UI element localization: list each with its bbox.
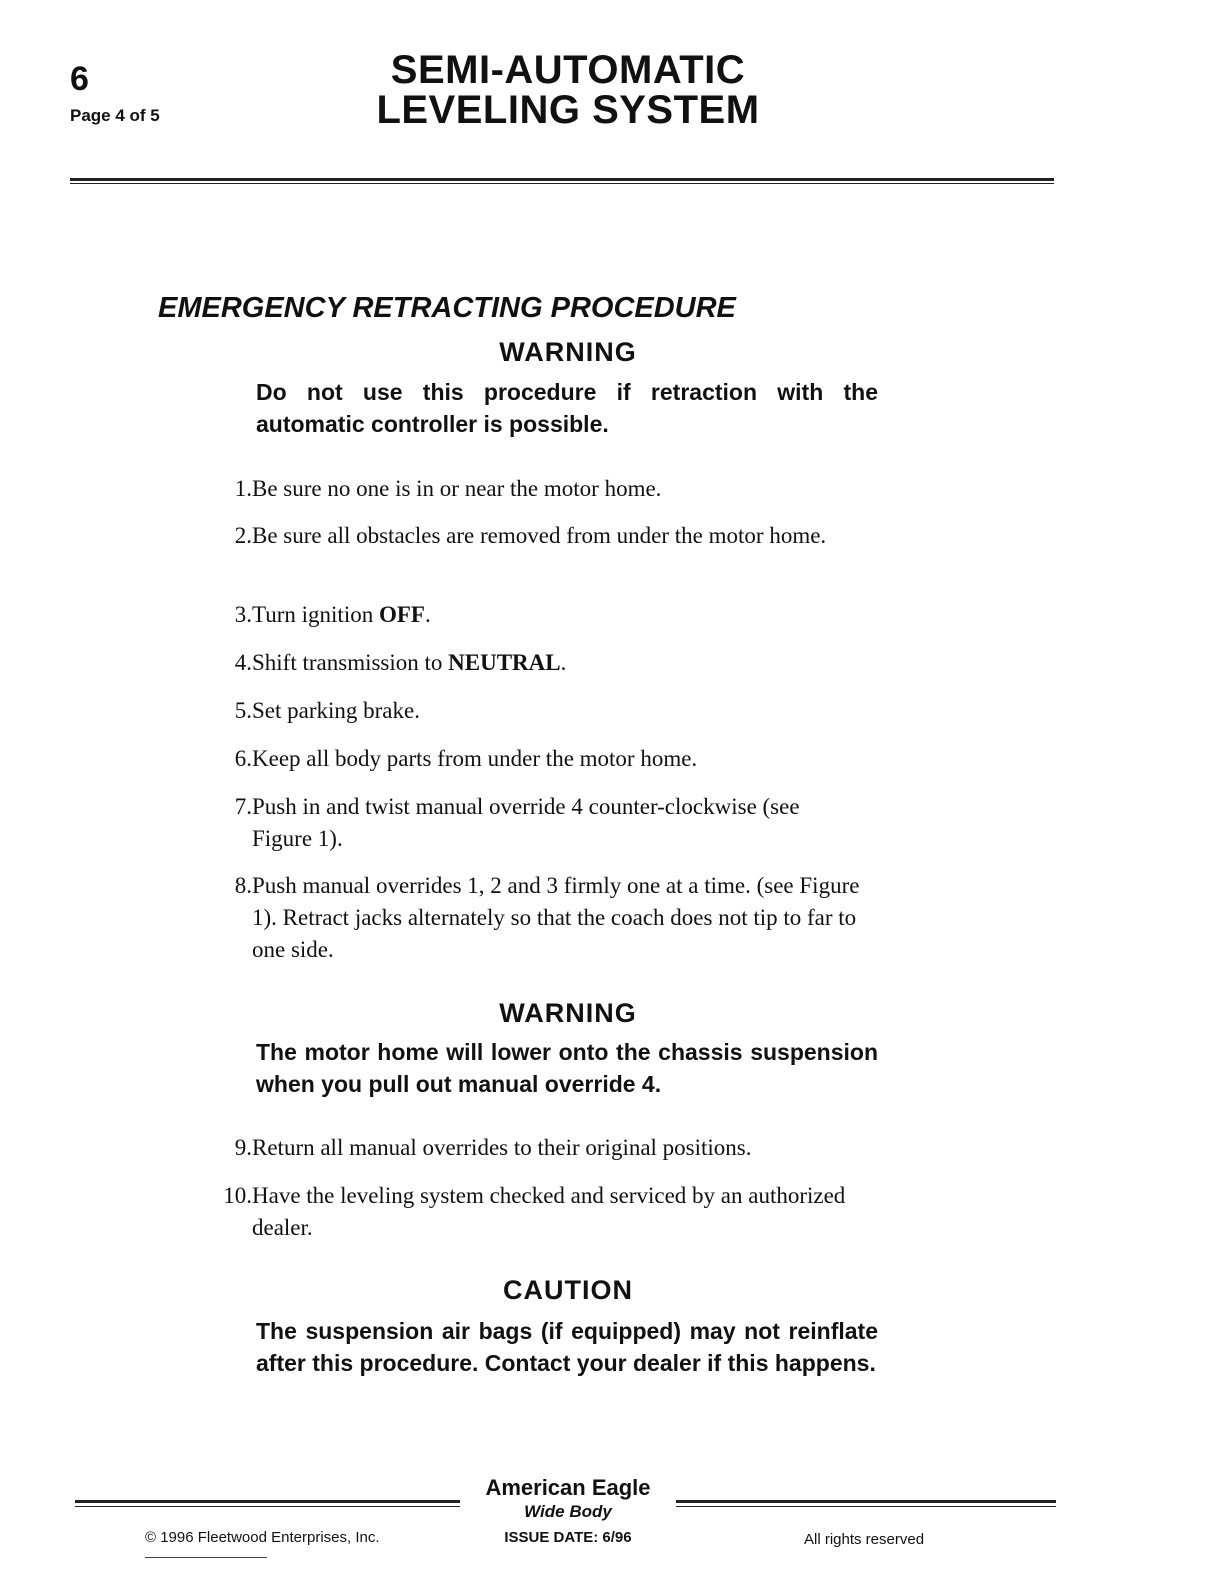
caution-title: CAUTION <box>503 1275 633 1305</box>
step-emphasis: NEUTRAL <box>448 650 561 675</box>
warning-title: WARNING <box>499 337 637 367</box>
procedure-step <box>210 870 890 962</box>
step-text: Set parking brake. <box>252 698 420 723</box>
step-number: 8. <box>234 873 252 898</box>
section-heading: EMERGENCY RETRACTING PROCEDURE <box>158 292 736 324</box>
procedure-step <box>210 743 890 775</box>
step-text <box>252 647 882 679</box>
procedure-step <box>210 520 890 552</box>
page-indicator: Page 4 of 5 <box>70 106 160 125</box>
step-text-part: . <box>424 602 431 627</box>
footer-model-subtitle: Wide Body <box>524 1502 612 1521</box>
step-number: 3. <box>234 602 252 627</box>
footer-copyright: © 1996 Fleetwood Enterprises, Inc. <box>145 1529 380 1546</box>
step-number: 2. <box>234 523 252 548</box>
step-number: 9. <box>234 1135 252 1160</box>
step-number: 5. <box>234 698 252 723</box>
step-text: Keep all body parts from under the motor home. <box>252 746 698 771</box>
procedure-step <box>210 695 890 727</box>
warning-text: Do not use this procedure if retraction with the automatic controller is possible. <box>256 379 878 437</box>
step-text: Be sure all obstacles are removed from under the motor home. <box>252 523 827 548</box>
footer-divider-left <box>75 1500 460 1507</box>
step-emphasis: OFF <box>378 602 425 627</box>
step-text-part: Shift transmission to <box>252 650 449 675</box>
procedure-step <box>210 599 890 631</box>
caution-text: The suspension air bags (if equipped) may not reinflate after this procedure. Contact your dealer if this happens. <box>256 1318 878 1376</box>
chapter-number: 6 <box>70 60 89 98</box>
procedure-step <box>210 791 890 851</box>
footer-model-name: American Eagle <box>485 1475 651 1500</box>
step-text: Push in and twist manual override 4 counter-clockwise (see Figure 1). <box>252 794 800 851</box>
step-number: 6. <box>234 746 252 771</box>
step-number: 1. <box>234 476 252 501</box>
step-text: Push manual overrides 1, 2 and 3 firmly one at a time. (see Figure 1). Retract jacks alternately so that the coach does not tip to far to one side. <box>252 873 860 962</box>
footer-divider-right <box>676 1500 1056 1507</box>
procedure-step <box>210 647 890 679</box>
procedure-step <box>210 1132 890 1164</box>
procedure-step <box>210 1180 890 1240</box>
step-text-part: . <box>560 650 567 675</box>
step-text <box>252 599 882 631</box>
procedure-step <box>210 473 890 505</box>
footer-issue-date: ISSUE DATE: 6/96 <box>504 1529 632 1546</box>
step-text: Be sure no one is in or near the motor home. <box>252 476 662 501</box>
warning-title: WARNING <box>499 998 637 1028</box>
step-text: Return all manual overrides to their original positions. <box>252 1135 752 1160</box>
step-text: Have the leveling system checked and serviced by an authorized dealer. <box>252 1183 846 1240</box>
step-number: 10. <box>223 1183 252 1208</box>
warning-text: The motor home will lower onto the chassis suspension when you pull out manual override 4. <box>256 1039 878 1097</box>
page-title-line-1: SEMI-AUTOMATIC <box>390 48 746 92</box>
footer-rights: All rights reserved <box>804 1531 925 1548</box>
step-text-part: Turn ignition <box>252 602 379 627</box>
footer-copyright-underline <box>145 1557 267 1558</box>
page-title-line-2: LEVELING SYSTEM <box>376 88 760 132</box>
step-number: 7. <box>234 794 252 819</box>
step-number: 4. <box>234 650 252 675</box>
header-divider <box>70 178 1054 184</box>
